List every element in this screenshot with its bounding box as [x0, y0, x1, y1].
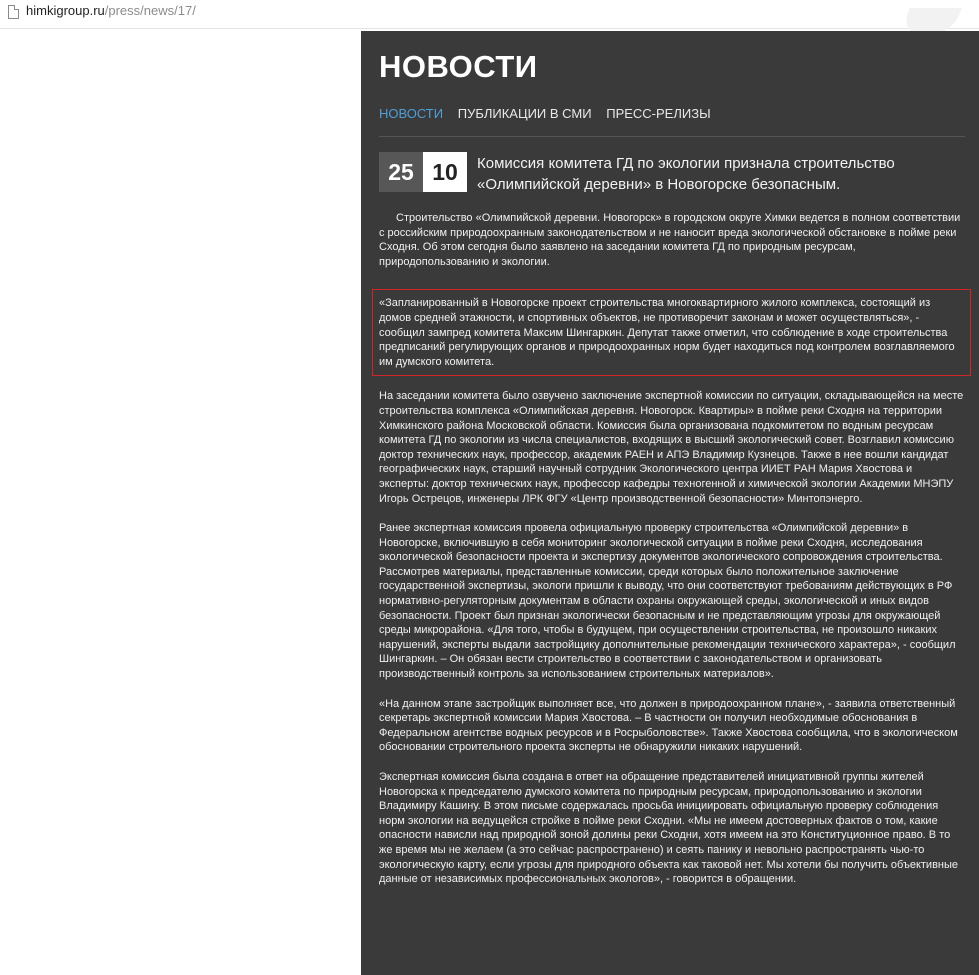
article-body — [379, 211, 964, 902]
article-paragraph: «На данном этапе застройщик выполняет все, что должен в природоохранном плане», - заявила ответственный секретарь экспертной комиссии Мария Хвостова. – В частности он получил необходимые обоснования в Федеральном агентстве водных ресурсов и в Росрыболовстве». Также Хвостова сообщила, что в экологическом обосновании строительного проекта эксперты не обнаружили никаких нарушений. — [379, 697, 958, 754]
article-paragraph: На заседании комитета было озвучено заключение экспертной комиссии по ситуации, складывающейся на месте строительства комплекса «Олимпийская деревня. Новогорск. Квартиры» в пойме реки Сходня на территории Химкинского района Московской области. Комиссия была организована подкомитетом по водным ресурсам комитета ГД по экологии из числа специалистов, входящих в высший экологический совет. Возглавил комиссию доктор технических наук, профессор, академик РАЕН и АПЭ Владимир Кузнецов. Также в нее вошли кандидат географических наук, старший научный сотрудник Экологического центра ИИЕТ РАН Мария Хвостова и эксперты: доктор технических наук, профессор кафедры техногенной и химической экологии Академии МНЭПУ Игорь Острецов, инженеры ЛРК ФГУ «Центр производственной безопасности» Минтопэнерго. — [379, 390, 964, 505]
tab-media-publications[interactable]: ПУБЛИКАЦИИ В СМИ — [457, 106, 592, 121]
news-panel — [361, 31, 979, 975]
url-host: himkigroup.ru — [26, 3, 105, 18]
browser-address-bar[interactable] — [0, 0, 979, 29]
article-paragraph: Экспертная комиссия была создана в ответ на обращение представителей инициативной группы жителей Новогорска к председателю думского комитета по природным ресурсам, природопользованию и экологии Владимиру Кашину. В этом письме содержалась просьба инициировать официальную проверку соблюдения норм экологии на ведущейся стройке в пойме реки Сходни. «Мы не имеем достоверных фактов о том, какие опасности нависли над природной зоной долины реки Сходни, хотя имеем на это Конституционное право. В то же время мы не желаем (а это сейчас распространено) и сеять панику и невольно распространять чью-то экологическую карту, если угрозы для природного объекта как таковой нет. Мы хотели бы получить объективные данные от независимых профессиональных экологов», - говорится в обращении. — [379, 771, 959, 886]
news-tabs — [379, 106, 722, 121]
article-headline: Комиссия комитета ГД по экологии признала строительство «Олимпийской деревни» в Новогорске безопасным. — [477, 155, 895, 193]
article-paragraph: Ранее экспертная комиссия провела официальную проверку строительства «Олимпийской деревни» в Новогорске, включившую в себя мониторинг экологической ситуации в пойме реки Сходня, исследования экологической безопасности проекта и экспертизу документов экологического сопровождения строительства. Рассмотрев материалы, представленные комиссии, среди которых было положительное заключение государственной экспертизы, экологи пришли к выводу, что они соответствуют требованиям действующих в РФ нормативно-регуляторным документам в области охраны окружающей среды, экологической и иных видов безопасности. Проект был признан экологически безопасным и не представляющим угрозы для окружающей среды микрорайона. «Для того, чтобы в будущем, при осуществлении строительства, не произошло никаких нарушений, эксперты выдали застройщику дополнительные рекомендации технического характера», - сообщил Шингаркин. – Он обязан вести строительство в соответствии с законодательством и организовать производственный контроль за использованием строительных материалов». — [379, 522, 956, 681]
url-path: /press/news/17/ — [104, 3, 196, 18]
date-month: 10 — [423, 152, 467, 192]
highlighted-quote-paragraph: «Запланированный в Новогорске проект строительства многоквартирного жилого комплекса, состоящий из домов средней этажности, и спортивных объектов, не противоречит законам и может осуществляться», - сообщил зампред комитета Максим Шингаркин. Депутат также отметил, что соблюдение в ходе строительства предписаний регулирующих органов и природоохранных норм будет находиться под контролем возглавляемого им думского комитета. — [379, 296, 964, 369]
tabs-divider — [379, 136, 965, 137]
page-title: НОВОСТИ — [379, 49, 538, 84]
tab-press-releases[interactable]: ПРЕСС-РЕЛИЗЫ — [606, 106, 711, 121]
tab-news[interactable]: НОВОСТИ — [379, 106, 444, 121]
date-badge — [379, 152, 467, 192]
url-text[interactable] — [26, 3, 196, 18]
article-paragraph: Строительство «Олимпийской деревни. Новогорск» в городском округе Химки ведется в полном соответствии с российским природоохранным законодательством и не наносит вреда экологической обстановке в пойме реки Сходня. Об этом сегодня было заявлено на заседании комитета ГД по природным ресурсам, природопользованию и экологии. — [379, 212, 961, 268]
page-icon — [8, 5, 19, 19]
date-day: 25 — [379, 152, 423, 192]
